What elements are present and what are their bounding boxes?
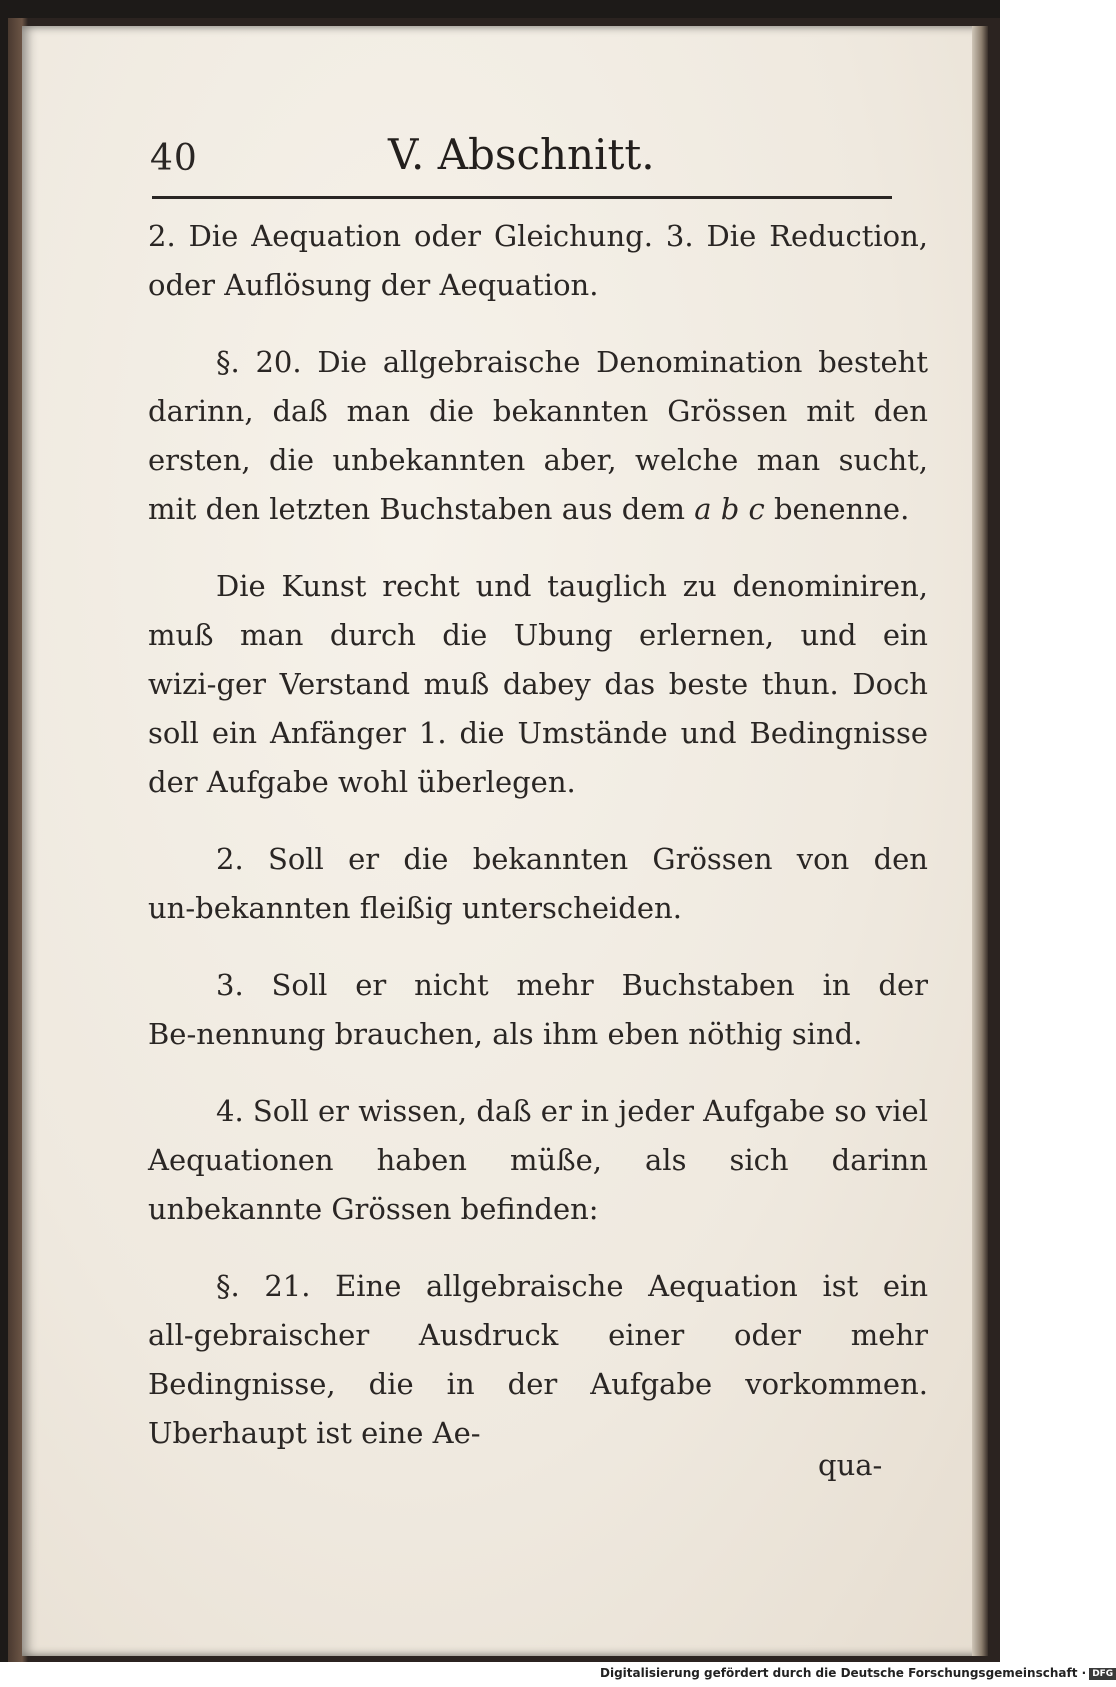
- paragraph-3: Die Kunst recht und tauglich zu denominiren, muß man durch die Ubung erlernen, und ein wizi‑ger Verstand muß dabey das beste thun. Doch soll ein Anfänger 1. die Umstände und Bedingnisse der Aufgabe wohl überlegen.: [148, 569, 928, 799]
- credit-text: Digitalisierung gefördert durch die Deutsche Forschungsgemeinschaft ·: [600, 1666, 1087, 1680]
- header-rule: [152, 196, 892, 199]
- running-title: V. Abschnitt.: [388, 130, 655, 179]
- abc-italic: a b c: [694, 492, 765, 526]
- page-header: [128, 108, 888, 180]
- paragraph-section-20-text: §. 20. Die allgebraische Denomination besteht darinn, daß man die bekannten Grössen mit den ersten, die unbekannten aber, welche man sucht, mit den letzten Buchstaben aus dem: [148, 345, 928, 526]
- paragraph-5: 3. Soll er nicht mehr Buchstaben in der Be‑nennung brauchen, als ihm eben nöthig sind.: [148, 968, 928, 1051]
- paragraph-section-20-end: benenne.: [773, 492, 910, 526]
- paragraph-section-20: [148, 338, 928, 534]
- catchword: qua‑: [818, 1448, 883, 1482]
- paragraph-6: 4. Soll er wissen, daß er in jeder Aufgabe so viel Aequationen haben müße, als sich darinn unbekannte Grössen befinden:: [148, 1094, 928, 1226]
- page-gutter-shadow: [972, 26, 988, 1656]
- digitization-credit: [600, 1666, 1114, 1684]
- page-number: 40: [150, 138, 198, 179]
- body-text: [148, 212, 928, 1458]
- dfg-logo: DFG: [1089, 1668, 1116, 1680]
- paragraph-1: 2. Die Aequation oder Gleichung. 3. Die Reduction, oder Auflösung der Aequation.: [148, 219, 928, 302]
- paragraph-4: 2. Soll er die bekannten Grössen von den un‑bekannten fleißig unterscheiden.: [148, 842, 928, 925]
- paragraph-section-21: §. 21. Eine allgebraische Aequation ist ein all‑gebraischer Ausdruck einer oder mehr Bedingnisse, die in der Aufgabe vorkommen. Uberhaupt ist eine Ae‑: [148, 1269, 928, 1450]
